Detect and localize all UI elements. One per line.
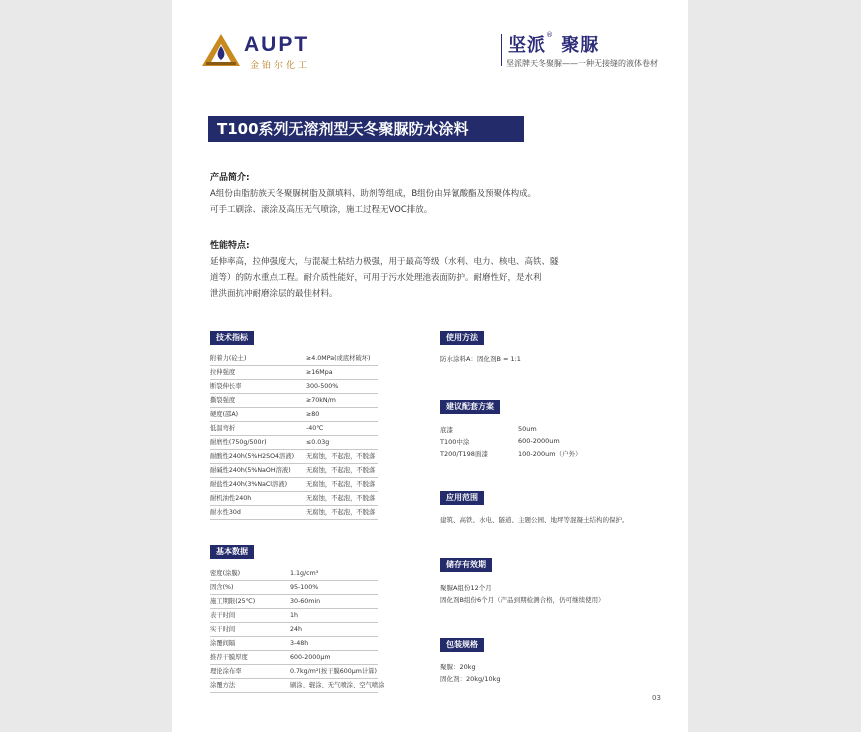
- table-row: 涂覆方法 刷涂、辊涂、无气喷涂、空气喷涂: [210, 679, 378, 693]
- table-row: 耐机油性240h 无腐蚀，不起泡，不脱落: [210, 492, 378, 506]
- intro-line: 可手工刷涂、滚涂及高压无气喷涂，施工过程无VOC排放。: [210, 205, 433, 215]
- table-row: 耐水性30d 无腐蚀，不起泡，不脱落: [210, 506, 378, 520]
- table-row: 附着力(砼土) ≥4.0MPa(或底材破坏): [210, 352, 378, 366]
- intro-text: [210, 186, 610, 218]
- table-row: 耐碱性240h(5%NaOH溶液) 无腐蚀，不起泡，不脱落: [210, 464, 378, 478]
- table-row: 密度(涂膜) 1.1g/cm³: [210, 567, 378, 581]
- brand-slogan: 坚派牌天冬聚脲——一种无接缝的液体卷材: [506, 59, 658, 68]
- scheme-row: T100中涂 600-2000um: [440, 437, 560, 446]
- basic-data-table: [210, 567, 385, 693]
- table-row: 耐磨性(750g/500r) ≤0.03g: [210, 436, 378, 450]
- usage-label: 使用方法: [440, 331, 484, 345]
- brand-name: [508, 31, 599, 57]
- table-row: 耐盐性240h(3%NaCl溶液) 无腐蚀，不起泡，不脱落: [210, 478, 378, 492]
- header-logo: [200, 30, 670, 74]
- scheme-label: 建议配套方案: [440, 400, 500, 414]
- table-row: 低温弯折 -40℃: [210, 422, 378, 436]
- table-row: 撕裂强度 ≥70kN/m: [210, 394, 378, 408]
- table-row: 拉伸强度 ≥16Mpa: [210, 366, 378, 380]
- document-title: T100系列无溶剂型天冬聚脲防水涂料: [208, 116, 524, 142]
- package-line: 固化剂：20kg/10kg: [440, 675, 501, 683]
- tech-spec-table: [210, 352, 378, 520]
- logo-divider: [501, 34, 502, 66]
- storage-label: 储存有效期: [440, 558, 492, 572]
- scope-text: 建筑、高铁、水电、隧道、主题公园、地坪等混凝土结构的保护。: [440, 516, 629, 524]
- storage-line: 固化剂B组份6个月（产品到期检测合格，仍可继续使用）: [440, 596, 605, 604]
- features-heading: 性能特点:: [210, 241, 250, 251]
- basic-data-label: 基本数据: [210, 545, 254, 559]
- logo-text-en: AUPT: [244, 33, 310, 56]
- table-row: 断裂伸长率 300-500%: [210, 380, 378, 394]
- table-row: 固含(%) 95-100%: [210, 581, 378, 595]
- table-row: 表干时间 1h: [210, 609, 378, 623]
- table-row: 理论涂布率 0.7kg/m²(按干膜600μm计算): [210, 665, 378, 679]
- table-row: 耐酸性240h(5%H2SO4溶液) 无腐蚀，不起泡，不脱落: [210, 450, 378, 464]
- table-row: 实干时间 24h: [210, 623, 378, 637]
- intro-line: A组份由脂肪族天冬聚脲树脂及颜填料、助剂等组成，B组份由异氰酸酯及预聚体构成。: [210, 189, 537, 199]
- tech-spec-label: 技术指标: [210, 331, 254, 345]
- features-line: 道等）的防水重点工程。耐介质性能好，可用于污水处理池表面防护。耐磨性好，是水利: [210, 273, 542, 283]
- brand-name-cn: 坚派: [508, 35, 546, 56]
- page-number: 03: [652, 694, 661, 702]
- table-row: 涂覆间隔 3-48h: [210, 637, 378, 651]
- aupt-logo-icon: [200, 32, 242, 68]
- logo-text-cn: 金铂尔化工: [250, 61, 311, 71]
- registered-mark: ®: [546, 31, 554, 39]
- features-line: 泄洪面抗冲耐磨涂层的最佳材料。: [210, 289, 338, 299]
- scheme-row: T200/T198面漆 100-200um（户外）: [440, 450, 582, 458]
- package-label: 包装规格: [440, 638, 484, 652]
- table-row: 施工期限(25℃) 30-60min: [210, 595, 378, 609]
- scope-label: 应用范围: [440, 491, 484, 505]
- brand-product: 聚脲: [561, 35, 600, 56]
- package-line: 聚脲：20kg: [440, 663, 476, 671]
- table-row: 推荐干膜厚度 600-2000μm: [210, 651, 378, 665]
- table-row: 硬度(邵A) ≥80: [210, 408, 378, 422]
- storage-line: 聚脲A组份12个月: [440, 584, 492, 592]
- intro-heading: 产品简介:: [210, 173, 250, 183]
- usage-text: 防水涂料A：固化剂B = 1:1: [440, 355, 521, 363]
- features-line: 延伸率高，拉伸强度大，与混凝土粘结力极强，用于最高等级（水利、电力、核电、高铁、隧: [210, 257, 559, 267]
- features-text: [210, 254, 590, 302]
- scheme-row: 底漆 50um: [440, 425, 537, 434]
